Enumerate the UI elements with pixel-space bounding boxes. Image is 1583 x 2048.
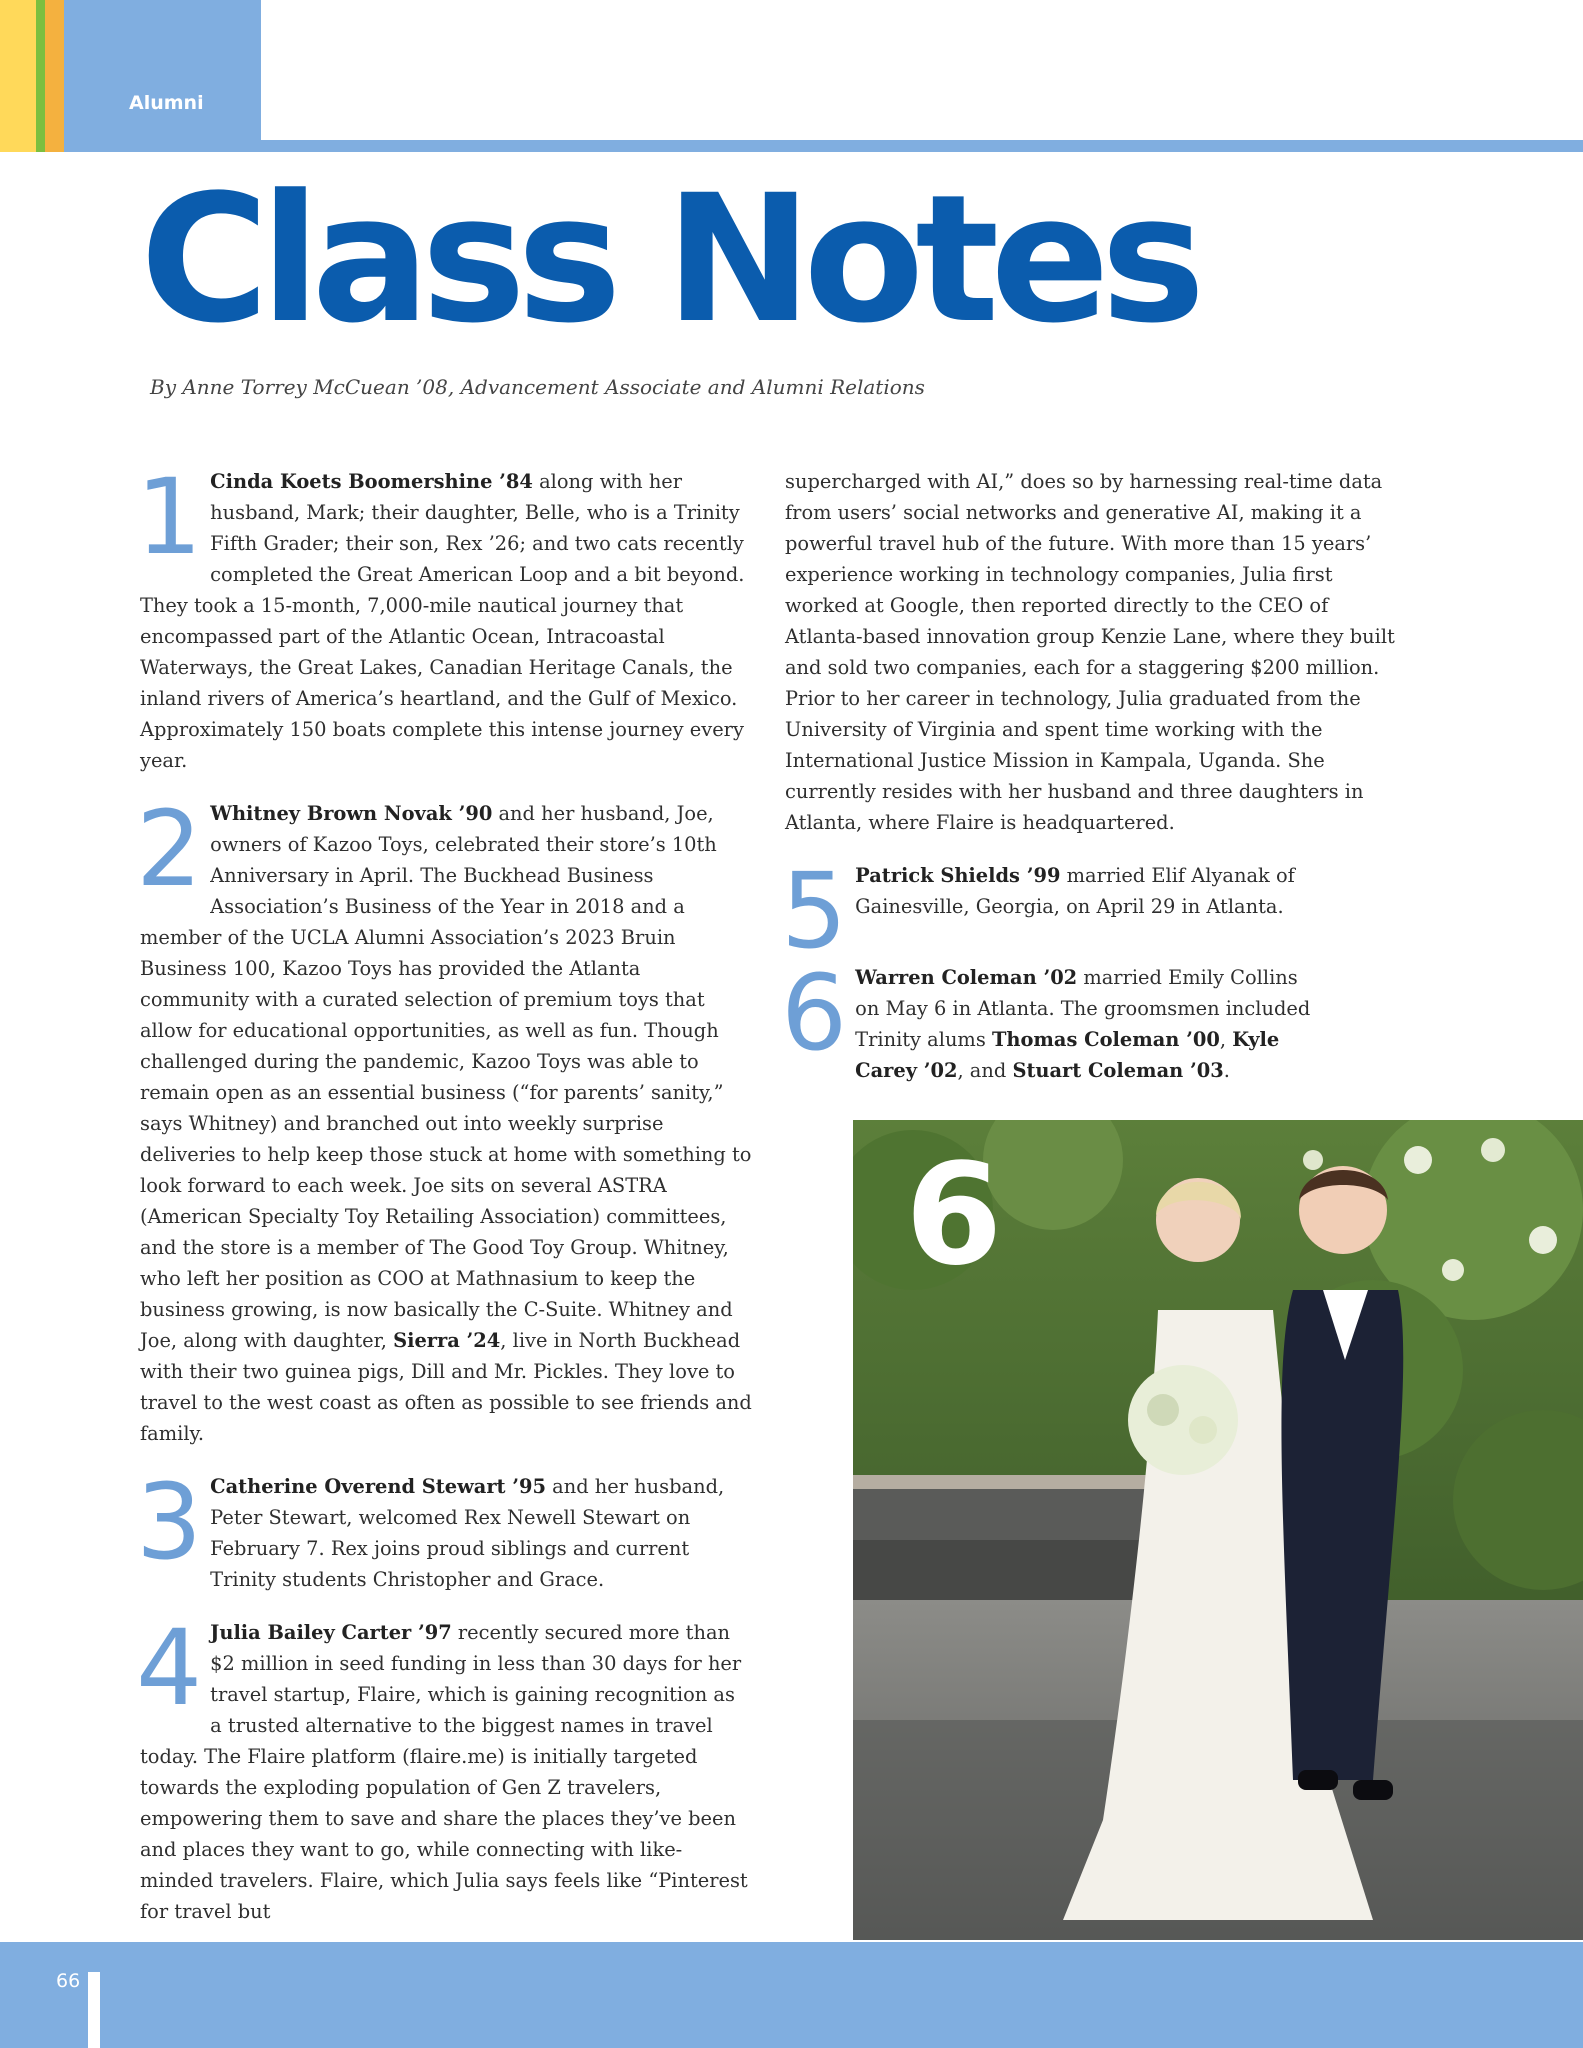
drop-cap-number: 2 bbox=[136, 788, 203, 910]
note-text: and her husband, Joe, owners of Kazoo Toys, celebrated their store’s 10th Anniversary in April. The Buckhead Business Association’s Business of the Year in 2018 and a member of the UCLA Alumni Association’s 2023 Bruin Business 100, Kazoo Toys has provided the Atlanta community with a curated selection of premium toys that allow for educational opportunities, as well as fun. Though challenged during the pandemic, Kazoo Toys was able to remain open as an essential business (“for parents’ sanity,” says Whitney) and branched out into weekly surprise deliveries to help keep those stuck at home with something to look forward to each week. Joe sits on several ASTRA (American Specialty Toy Retailing Association) committees, and the store is a member of The Good Toy Group. Whitney, who left her position as COO at Mathnasium to keep the business growing, is now basically the C-Suite. Whitney and Joe, along with daughter, bbox=[140, 802, 752, 1352]
class-note-1 bbox=[136, 456, 752, 776]
header-stripe-orange bbox=[45, 0, 64, 152]
note-text: along with her husband, Mark; their daughter, Belle, who is a Trinity Fifth Grader; their son, Rex ’26; and two cats recently completed the Great American Loop and a bit beyond. They took a 15-month, 7,000-mile nautical journey that encompassed part of the Atlantic Ocean, Intracoastal Waterways, the Great Lakes, Canadian Heritage Canals, the inland rivers of America’s heartland, and the Gulf of Mexico. Approximately 150 boats complete this intense journey every year. bbox=[140, 470, 745, 772]
page-number: 66 bbox=[56, 1970, 81, 1992]
left-column bbox=[136, 456, 752, 1949]
drop-cap-number: 1 bbox=[136, 456, 203, 578]
byline: By Anne Torrey McCuean ’08, Advancement Associate and Alumni Relations bbox=[150, 375, 925, 399]
footer-divider bbox=[88, 1972, 100, 2048]
section-tab bbox=[64, 0, 261, 152]
note-text: and her husband, Peter Stewart, welcomed Rex Newell Stewart on February 7. Rex joins proud siblings and current Trinity students Christopher and Grace. bbox=[210, 1475, 725, 1591]
alumni-name: Warren Coleman ’02 bbox=[855, 966, 1078, 989]
note-text: supercharged with AI,” does so by harnessing real-time data from users’ social networks and generative AI, making it a powerful travel hub of the future. With more than 15 years’ experience working in technology companies, Julia first worked at Google, then reported directly to the CEO of Atlanta-based innovation group Kenzie Lane, where they built and sold two companies, each for a staggering $200 million. Prior to her career in technology, Julia graduated from the University of Virginia and spent time working with the International Justice Mission in Kampala, Uganda. She currently resides with her husband and three daughters in Atlanta, where Flaire is headquartered. bbox=[785, 470, 1395, 834]
alumni-name: Cinda Koets Boomershine ’84 bbox=[210, 470, 533, 493]
separator: , bbox=[1219, 1028, 1233, 1051]
drop-cap-number: 6 bbox=[781, 952, 848, 1074]
section-label: Alumni bbox=[129, 92, 204, 114]
class-note-4 bbox=[136, 1607, 752, 1927]
note-text: recently secured more than $2 million in seed funding in less than 30 days for her travel startup, Flaire, which is gaining recognition as a trusted alternative to the biggest names in travel today. The Flaire platform (flaire.me) is initially targeted towards the exploding population of Gen Z travelers, empowering them to save and share the places they’ve been and places they want to go, while connecting with like-minded travelers. Flaire, which Julia says feels like “Pinterest for travel but bbox=[140, 1621, 748, 1923]
class-note-3 bbox=[136, 1461, 752, 1595]
alumni-name: Julia Bailey Carter ’97 bbox=[210, 1621, 452, 1644]
footer-bar bbox=[0, 1942, 1583, 2048]
alumni-name: Stuart Coleman ’03 bbox=[1012, 1059, 1224, 1082]
drop-cap-number: 4 bbox=[136, 1607, 203, 1729]
header-stripe-yellow bbox=[0, 0, 36, 152]
class-note-5 bbox=[781, 850, 1397, 972]
alumni-name: Thomas Coleman ’00 bbox=[991, 1028, 1220, 1051]
photo-number-label: 6 bbox=[905, 1134, 1003, 1297]
separator: , and bbox=[957, 1059, 1013, 1082]
class-note-6 bbox=[781, 952, 1325, 1086]
page-title: Class Notes bbox=[140, 157, 1197, 362]
wedding-photo bbox=[853, 1120, 1583, 1940]
note-text: married Elif Alyanak of Gainesville, Georgia, on April 29 in Atlanta. bbox=[855, 864, 1295, 918]
drop-cap-number: 3 bbox=[136, 1461, 203, 1583]
class-note-2 bbox=[136, 788, 752, 1449]
note-text: married Emily Collins on May 6 in Atlanta. The groomsmen included Trinity alums bbox=[855, 966, 1311, 1051]
header-rule bbox=[261, 140, 1583, 152]
class-note-4-continued bbox=[785, 466, 1397, 838]
note-text: , live in North Buckhead with their two guinea pigs, Dill and Mr. Pickles. They love to travel to the west coast as often as possible to see friends and family. bbox=[140, 1329, 752, 1445]
separator: . bbox=[1223, 1059, 1230, 1082]
right-column bbox=[781, 466, 1397, 1108]
alumni-name: Patrick Shields ’99 bbox=[855, 864, 1061, 887]
alumni-name: Catherine Overend Stewart ’95 bbox=[210, 1475, 546, 1498]
header-stripe-green bbox=[36, 0, 45, 152]
alumni-name: Whitney Brown Novak ’90 bbox=[210, 802, 493, 825]
alumni-name: Sierra ’24 bbox=[393, 1329, 501, 1352]
drop-cap-number: 5 bbox=[781, 850, 848, 972]
alumni-name: Kyle Carey ’02 bbox=[855, 1028, 1280, 1082]
